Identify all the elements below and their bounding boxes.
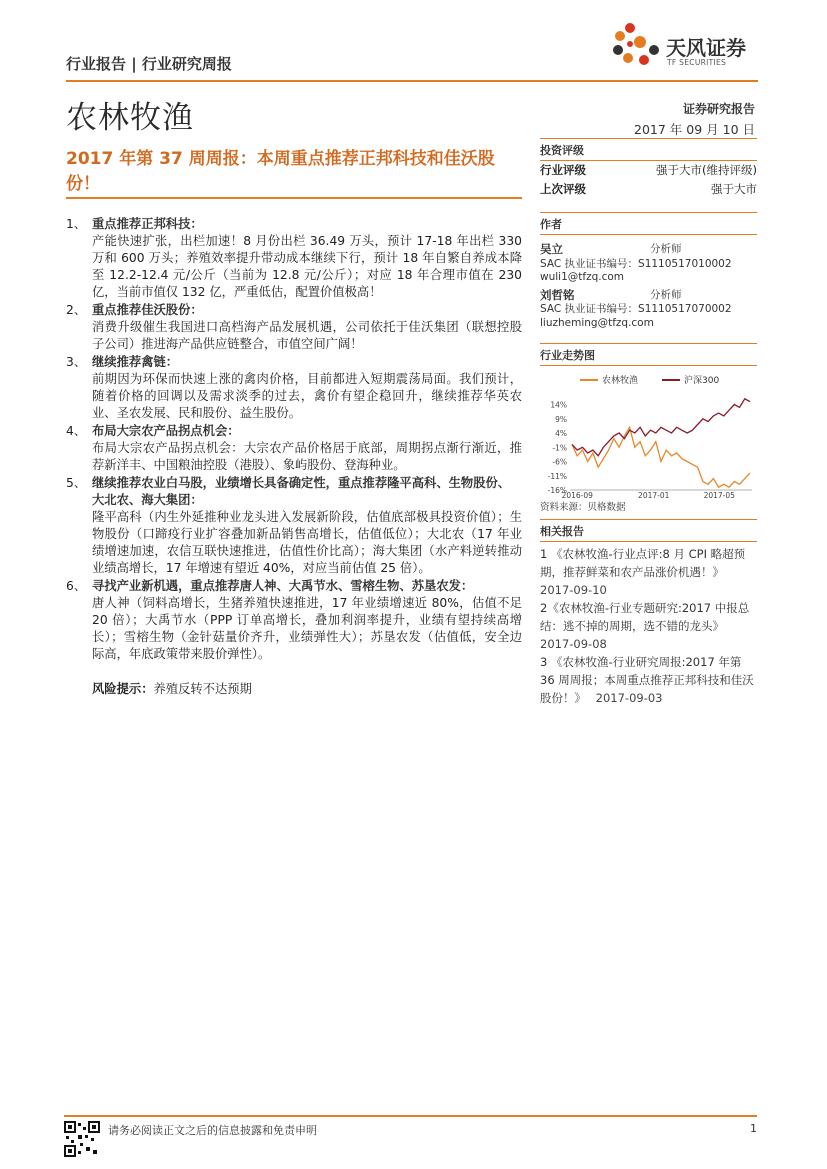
author-email[interactable]: wuli1@tfzq.com — [540, 271, 625, 283]
point-number: 3、 — [66, 355, 87, 369]
y-tick-label: 14% — [550, 400, 567, 410]
author-email[interactable]: liuzheming@tfzq.com — [540, 316, 654, 329]
author-name: 刘哲铭 — [540, 287, 575, 302]
y-tick-label: -1% — [552, 443, 567, 453]
point-text: 布局大宗农产品拐点机会：大宗农产品价格居于底部，周期拐点渐行渐近，推荐新洋丰、中国粮油控股（港股）、象屿股份、登海种业。 — [92, 441, 522, 472]
rating-section-title: 投资评级 — [540, 138, 757, 161]
point-heading: 继续推荐农业白马股，业绩增长具备确定性，重点推荐隆平高科、生物股份、大北农、海大集团： — [92, 476, 511, 507]
logo-subtitle: TF SECURITIES — [667, 58, 727, 67]
related-section-title: 相关报告 — [540, 519, 757, 542]
related-item[interactable] — [540, 545, 757, 599]
report-category: 行业报告 | 行业研究周报 — [66, 55, 232, 73]
point-heading: 寻找产业新机遇，重点推荐唐人神、大禹节水、雪榕生物、苏垦农发： — [92, 579, 474, 593]
risk-label: 风险提示： — [92, 682, 154, 696]
series-line — [572, 427, 750, 487]
legend-label: 农林牧渔 — [602, 376, 639, 386]
risk-text: 养殖反转不达预期 — [153, 682, 252, 696]
report-body — [66, 216, 522, 698]
point-heading: 重点推荐正邦科技： — [92, 217, 203, 231]
header-divider — [66, 80, 758, 82]
point-heading: 布局大宗农产品拐点机会： — [92, 424, 240, 438]
author-sac: SAC 执业证书编号：S1110517010002 — [540, 257, 732, 270]
point-item — [66, 302, 522, 353]
report-type: 证券研究报告 — [682, 102, 755, 116]
author-block — [540, 289, 757, 331]
rating-key: 上次评级 — [540, 182, 586, 196]
x-tick-label: 2017-05 — [703, 491, 735, 498]
point-number: 1、 — [66, 217, 87, 231]
point-number: 2、 — [66, 303, 87, 317]
point-number: 6、 — [66, 579, 87, 593]
point-text: 前期因为环保而快速上涨的禽肉价格，目前都进入短期震荡局面。我们预计，随着价格的回调以及需求淡季的过去，禽价有望企稳回升，继续推荐华英农业、圣农发展、民和股份、益生股份。 — [92, 372, 522, 420]
report-title: 2017 年第 37 周周报：本周重点推荐正邦科技和佳沃股份！ — [66, 149, 495, 194]
footer-divider — [64, 1115, 757, 1117]
rating-row — [540, 161, 757, 180]
author-role: 分析师 — [650, 243, 682, 255]
y-tick-label: -16% — [547, 486, 567, 495]
point-heading: 继续推荐禽链： — [92, 355, 179, 369]
related-title[interactable]: 1 《农林牧渔-行业点评:8 月 CPI 略超预期，推荐鲜菜和农产品涨价机遇！》 — [540, 547, 746, 579]
legend-label: 沪深300 — [684, 376, 720, 386]
author-role: 分析师 — [650, 288, 682, 301]
trend-chart — [540, 368, 757, 498]
point-heading: 重点推荐佳沃股份： — [92, 303, 203, 317]
author-name: 吴立 — [540, 242, 563, 256]
point-item — [66, 423, 522, 474]
title-divider — [66, 197, 522, 199]
related-title[interactable]: 3 《农林牧渔-行业研究周报:2017 年第 36 周周报；本周重点推荐正邦科技和佳沃股份！》 — [540, 655, 754, 705]
rating-box — [540, 138, 757, 199]
tf-securities-logo-icon — [610, 20, 666, 72]
page-number: 1 — [750, 1122, 757, 1135]
y-tick-label: -6% — [552, 457, 567, 467]
related-item[interactable] — [540, 653, 757, 707]
point-item — [66, 216, 522, 301]
rating-value: 强于大市 — [711, 182, 757, 196]
x-tick-label: 2017-01 — [638, 491, 670, 498]
related-date: 2017-09-10 — [540, 583, 607, 597]
chart-source: 资料来源：贝格数据 — [540, 502, 626, 513]
point-text: 消费升级催生我国进口高档海产品发展机遇，公司依托于佳沃集团（联想控股子公司）推进海产品供应链整合，市值空间广阔！ — [92, 320, 522, 351]
qr-code-icon — [64, 1121, 100, 1157]
related-title[interactable]: 2《农林牧渔-行业专题研究:2017 中报总结：逃不掉的周期，选不错的龙头》 — [540, 601, 750, 633]
trend-chart-box — [540, 343, 757, 513]
chart-section-title: 行业走势图 — [540, 343, 757, 366]
related-date: 2017-09-03 — [595, 691, 663, 705]
rating-value: 强于大市(维持评级) — [656, 163, 757, 177]
related-list — [540, 545, 757, 707]
y-tick-label: 9% — [555, 414, 567, 424]
authors-box — [540, 212, 757, 330]
related-date: 2017-09-08 — [540, 637, 607, 651]
point-item — [66, 578, 522, 663]
point-text: 唐人神（饲料高增长，生猪养殖快速推进，17 年业绩增速近 80%，估值不足 20 倍）；大禹节水（PPP 订单高增长，叠加利润率提升，业绩有望持续高增长）；雪榕生物（金针菇量价齐升，业绩弹性大）；苏垦农发（估值低，安全边际高，年底政策带来股价弹性）。 — [92, 596, 522, 661]
point-item — [66, 354, 522, 422]
risk-note — [66, 681, 522, 698]
logo-name: 天风证券 — [666, 36, 746, 60]
rating-key: 行业评级 — [540, 163, 586, 177]
author-block — [540, 243, 757, 285]
report-date: 2017 年 09 月 10 日 — [634, 122, 755, 137]
y-tick-label: 4% — [555, 429, 567, 439]
related-item[interactable] — [540, 599, 757, 653]
point-text: 隆平高科（内生外延推种业龙头进入发展新阶段，估值底部极具投资价值）；生物股份（口蹄疫行业扩容叠加新品销售高增长，估值低位）；大北农（17 年业绩增速加速，农信互联快速推进，估值性价比高）；海大集团（水产料逆转推动业绩高增长，17 年增速有望近 40%，对应当前估值 25 倍）。 — [92, 510, 522, 575]
industry-name: 农林牧渔 — [66, 100, 194, 136]
authors-section-title: 作者 — [540, 212, 757, 235]
y-tick-label: -11% — [547, 471, 567, 481]
rating-row — [540, 180, 757, 199]
related-reports-box — [540, 519, 757, 707]
point-text: 产能快速扩张，出栏加速！8 月份出栏 36.49 万头，预计 17-18 年出栏 330 万和 600 万头；养殖效率提升带动成本继续下行，预计 18 年自繁自养成本降至 12.2-12.4 元/公斤（当前为 12.8 元/公斤）；对应 18 年合理市值在 230 亿，当前市值仅 132 亿，严重低估，配置价值极高！ — [92, 234, 522, 299]
point-item — [66, 475, 522, 577]
author-sac: SAC 执业证书编号：S1110517070002 — [540, 303, 732, 315]
point-number: 5、 — [66, 476, 87, 490]
x-tick-label: 2016-09 — [561, 491, 593, 498]
point-number: 4、 — [66, 424, 87, 438]
disclaimer-notice: 请务必阅读正文之后的信息披露和免责申明 — [108, 1124, 317, 1137]
series-line — [572, 399, 750, 456]
